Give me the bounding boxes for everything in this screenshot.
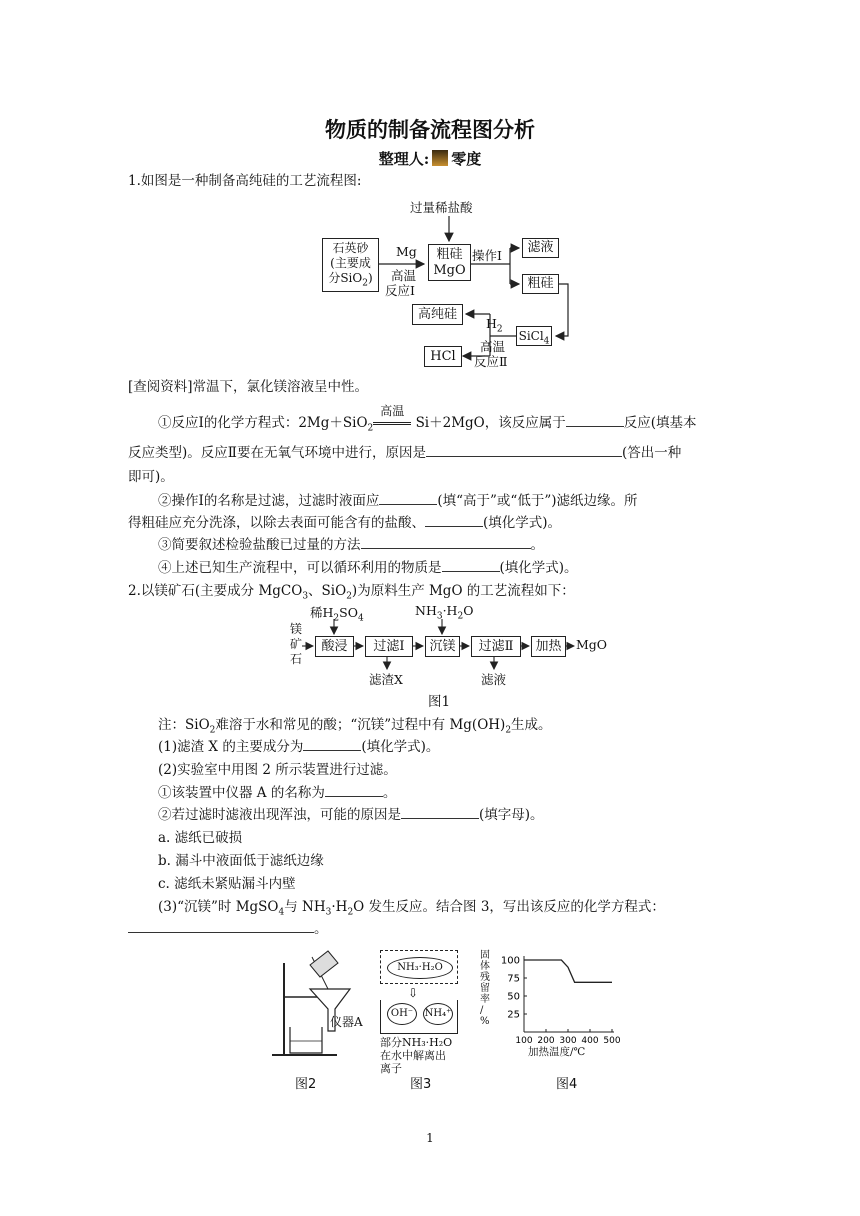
hcl-box: HCl [424, 346, 462, 367]
q2-sub3-line1: (3)“沉镁”时 MgSO$_4$与 $NH_3\cdot H_2O$ 发生反应。结合图 3，写出该反应的化学方程式： [158, 899, 665, 918]
q1-part4: ④上述已知生产流程中，可以循环利用的物质是 (填化学式)。 [158, 560, 578, 576]
y-tick-label: 25 [507, 1009, 520, 1021]
q2-stem: 2.以镁矿石(主要成分 MgCO$_3$、SiO$_2$)为原料生产 MgO 的工艺流程如下： [128, 583, 575, 602]
option-b: b. 漏斗中液面低于滤纸边缘 [158, 853, 324, 869]
fig3-top-box [380, 950, 458, 984]
page-title: 物质的制备流程图分析 [325, 118, 535, 142]
chart-ylabel: 固 体 残 留 率 / % [480, 950, 490, 1027]
author-name: 零度 [451, 150, 482, 168]
crude-si-box: 粗硅 [522, 274, 559, 294]
figure-3-caption: 图3 [410, 1077, 432, 1092]
y-tick-label: 100 [500, 955, 520, 967]
q1-part1-line1: ①反应Ⅰ的化学方程式：2Mg＋SiO$_2$ 高温 Si＋2MgO，该反应属于 反应(填基本 [158, 404, 697, 434]
figure-4-chart [478, 950, 621, 1060]
step-filter-2: 过滤Ⅱ [471, 636, 521, 657]
oh-ion: OH⁻ [387, 1003, 417, 1025]
ammonia-label: $NH_3\cdot H_2O$ [415, 603, 474, 622]
fig3-bottom-box [380, 1000, 458, 1034]
q2-sub1: (1)滤渣 X 的主要成分为 (填化学式)。 [158, 739, 440, 755]
answer-blank[interactable] [401, 806, 479, 819]
x-tick-label: 500 [603, 1036, 621, 1046]
crude-si-line: 粗硅 [436, 247, 463, 262]
reagent-hcl-label: 过量稀盐酸 [410, 200, 473, 215]
step-acid-leach: 酸浸 [315, 636, 354, 657]
fig3-arrow: ⇩ [408, 986, 419, 1000]
q1-part3: ③简要叙述检验盐酸已过量的方法 。 [158, 537, 544, 553]
nh4-ion: NH₄⁺ [423, 1003, 453, 1025]
q1-part2-line2: 得粗硅应充分洗涤，以除去表面可能含有的盐酸、 (填化学式)。 [128, 515, 562, 531]
x-tick-label: 100 [515, 1036, 533, 1046]
x-tick-label: 200 [537, 1036, 555, 1046]
q1-part1-line2: 反应类型)。反应Ⅱ要在无氧气环境中进行，原因是 (答出一种 [128, 445, 682, 461]
page-number: 1 [426, 1131, 434, 1145]
quartz-line-3: 分SiO$_2$) [328, 271, 373, 289]
operation-1-label: 操作Ⅰ [472, 248, 502, 263]
condition-high-temp-2: 高温 [480, 339, 506, 354]
answer-blank[interactable] [303, 738, 361, 751]
author-label: 整理人: [378, 150, 430, 168]
sicl4-box: SiCl$_4$ [516, 326, 552, 346]
q2-sub2-1: ①该装置中仪器 A 的名称为 。 [158, 785, 397, 801]
h2-label: $H_2$ [486, 316, 503, 335]
condition-high-temp-1: 高温 [391, 268, 417, 283]
q2-sub2: (2)实验室中用图 2 所示装置进行过滤。 [158, 762, 397, 778]
fig3-molecule: NH₃·H₂O [387, 957, 453, 979]
q1-part1-line3: 即可)。 [128, 469, 174, 485]
product-mgo: MgO [576, 637, 608, 652]
answer-blank[interactable] [325, 784, 383, 797]
q1-stem: 1.如图是一种制备高纯硅的工艺流程图: [128, 173, 362, 189]
option-a: a. 滤纸已破损 [158, 830, 243, 846]
step-filter-1: 过滤Ⅰ [365, 636, 413, 657]
instrument-a-label: 仪器A [330, 1015, 363, 1029]
residue-rate-line [524, 960, 612, 982]
filtrate-box: 滤液 [522, 238, 559, 258]
residue-x-label: 滤渣X [369, 672, 403, 687]
q2-sub3-line2: 。 [128, 920, 328, 938]
figure-2-filtration-apparatus [262, 945, 362, 1065]
acid-label: 稀$H_2SO_4$ [310, 605, 364, 624]
q2-sub2-2: ②若过滤时滤液出现浑浊，可能的原因是 (填字母)。 [158, 807, 544, 823]
step-heat: 加热 [531, 636, 566, 657]
mgo-line: MgO [433, 263, 466, 278]
chart-xlabel: 加热温度/℃ [528, 1046, 586, 1058]
x-tick-label: 400 [581, 1036, 599, 1046]
step-precipitate-mg: 沉镁 [425, 636, 460, 657]
ore-label: 镁 矿 石 [290, 622, 303, 666]
q1-note: [查阅资料]常温下，氯化镁溶液呈中性。 [128, 379, 369, 395]
q2-note: 注：SiO$_2$难溶于水和常见的酸；“沉镁”过程中有 $Mg(OH)_2$生成。 [158, 717, 552, 736]
equation-condition: 高温 [373, 414, 411, 432]
mg-label: Mg [396, 244, 417, 259]
pure-si-box: 高纯硅 [412, 304, 463, 325]
figure-1-caption: 图1 [428, 694, 451, 710]
figure-2-caption: 图2 [295, 1077, 317, 1092]
filtrate-label: 滤液 [481, 672, 507, 687]
filtration-drawing [262, 945, 362, 1065]
figure-4-caption: 图4 [556, 1077, 578, 1092]
figure-3-ionization [380, 950, 460, 1075]
x-tick-label: 300 [559, 1036, 577, 1046]
q1-part2-line1: ②操作Ⅰ的名称是过滤，过滤时液面应 (填“高于”或“低于”)滤纸边缘。所 [158, 493, 638, 509]
reaction-2-label: 反应Ⅱ [474, 354, 508, 369]
y-tick-label: 50 [507, 991, 520, 1003]
quartz-line-1: 石英砂 [332, 241, 369, 255]
y-tick-label: 75 [507, 973, 520, 985]
fig3-caption-text: 部分NH₃·H₂O 在水中解离出 离子 [380, 1036, 453, 1075]
option-c: c. 滤纸未紧贴漏斗内壁 [158, 876, 296, 892]
reaction-1-label: 反应Ⅰ [385, 283, 415, 298]
answer-blank[interactable] [128, 920, 314, 933]
quartz-line-2: (主要成 [330, 256, 371, 270]
